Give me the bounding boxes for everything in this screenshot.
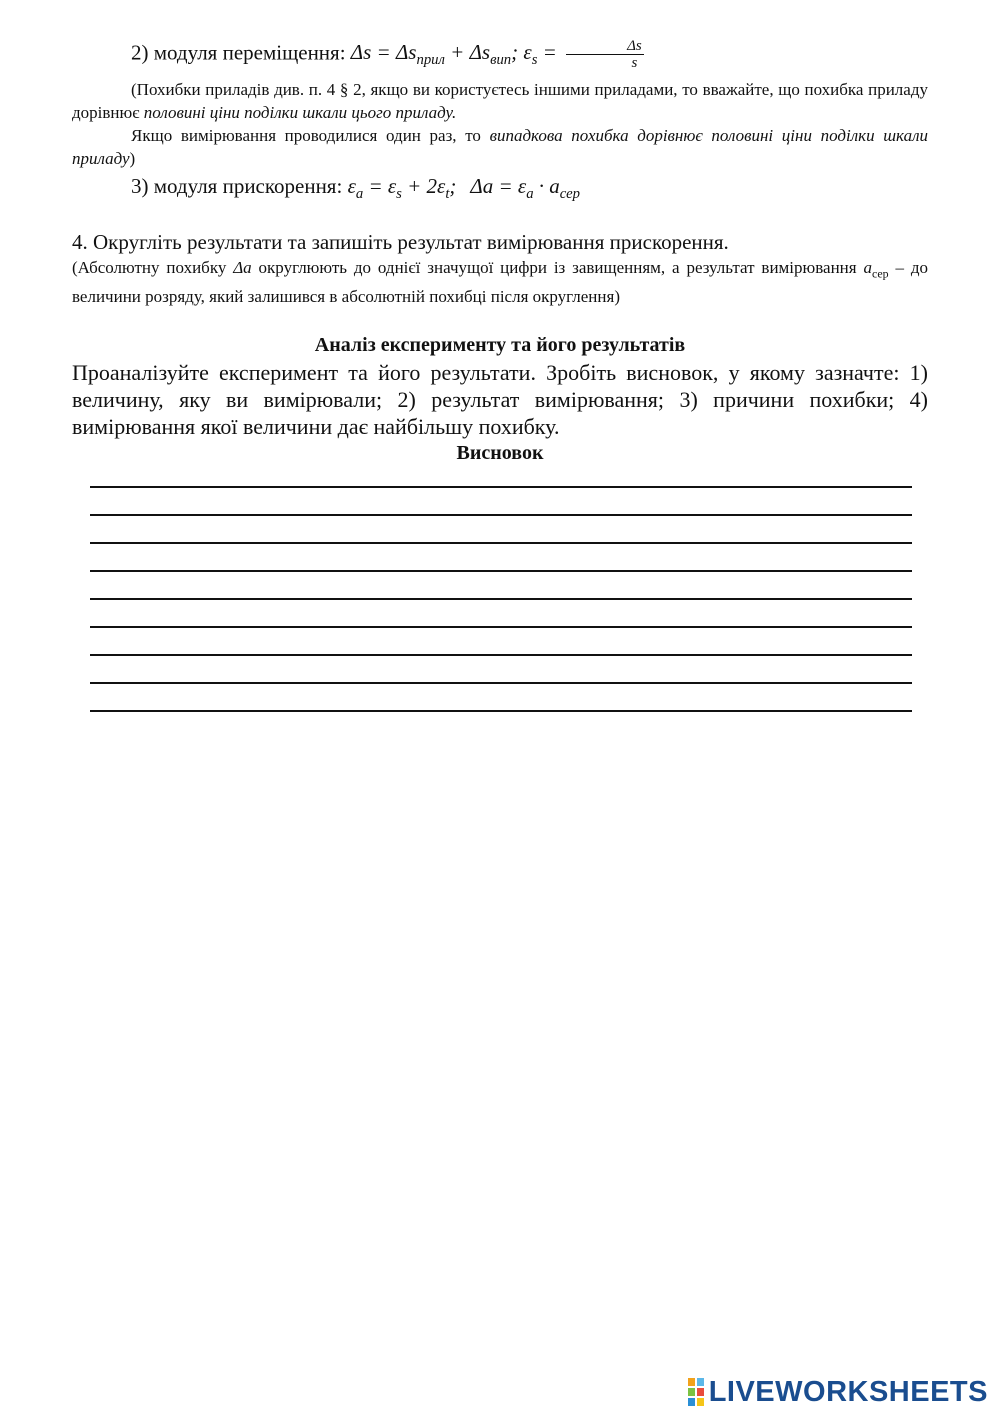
answer-line[interactable] (90, 628, 912, 656)
answer-line[interactable] (90, 684, 912, 712)
answer-line[interactable] (90, 572, 912, 600)
note-instrument-errors: (Похибки приладів див. п. 4 § 2, якщо ви користуєтесь іншими приладами, то вважайте, що похибка приладу дорівнює половині ціни поділки шкали цього приладу. (72, 80, 928, 122)
conclusion-answer-area[interactable] (90, 486, 912, 712)
note-random-error: Якщо вимірювання проводилися один раз, то випадкова похибка дорівнює половині ціни поділки шкали приладу) (72, 126, 929, 168)
logo-block (688, 1378, 695, 1386)
answer-line[interactable] (90, 544, 912, 572)
step2-label: 2) модуля переміщення: (131, 40, 346, 65)
step2-line (72, 38, 928, 74)
liveworksheets-logo[interactable] (688, 1377, 988, 1407)
step3-label: 3) модуля прискорення: (131, 174, 343, 198)
logo-text: LIVEWORKSHEETS (708, 1375, 988, 1408)
step4-title: 4. Округліть результати та запишіть результат вимірювання прискорення. (72, 230, 729, 254)
answer-line[interactable] (90, 516, 912, 544)
analysis-text: Проаналізуйте експеримент та його результати. Зробіть висновок, у якому зазначте: 1) величину, яку ви вимірювали; 2) результат вимірювання; 3) причини похибки; 4) вимірювання якої величини дає найбільшу похибку. (72, 360, 928, 439)
logo-block (697, 1398, 704, 1406)
logo-block (688, 1398, 695, 1406)
logo-block (697, 1378, 704, 1386)
analysis-heading: Аналіз експерименту та його результатів (314, 334, 686, 356)
step2-formula: $\Delta s = \Delta s_{прил} + \Delta s_{вип}$; $\varepsilon_s$ = $\frac{\Delta s}{s}$ (350, 38, 642, 71)
answer-line[interactable] (90, 656, 912, 684)
step3-formula: $\varepsilon_a = \varepsilon_s + 2\varepsilon_t$; $\Delta a = \varepsilon_a \cdot a_{сер}$ (347, 174, 580, 203)
answer-line[interactable] (90, 600, 912, 628)
conclusion-heading: Висновок (456, 442, 544, 464)
logo-blocks-icon (688, 1378, 704, 1406)
logo-block (688, 1388, 695, 1396)
answer-line[interactable] (90, 488, 912, 516)
step3-line (72, 173, 928, 207)
logo-block (697, 1388, 704, 1396)
step4-note: (Абсолютну похибку Δa округлюють до однієї значущої цифри із завищенням, а результат вимірювання $a_{сер}$ – до величини розряду, який залишився в абсолютній похибці після округлення) (72, 258, 928, 307)
step2-fraction: $\frac{\Delta s}{s}$ (566, 38, 644, 71)
